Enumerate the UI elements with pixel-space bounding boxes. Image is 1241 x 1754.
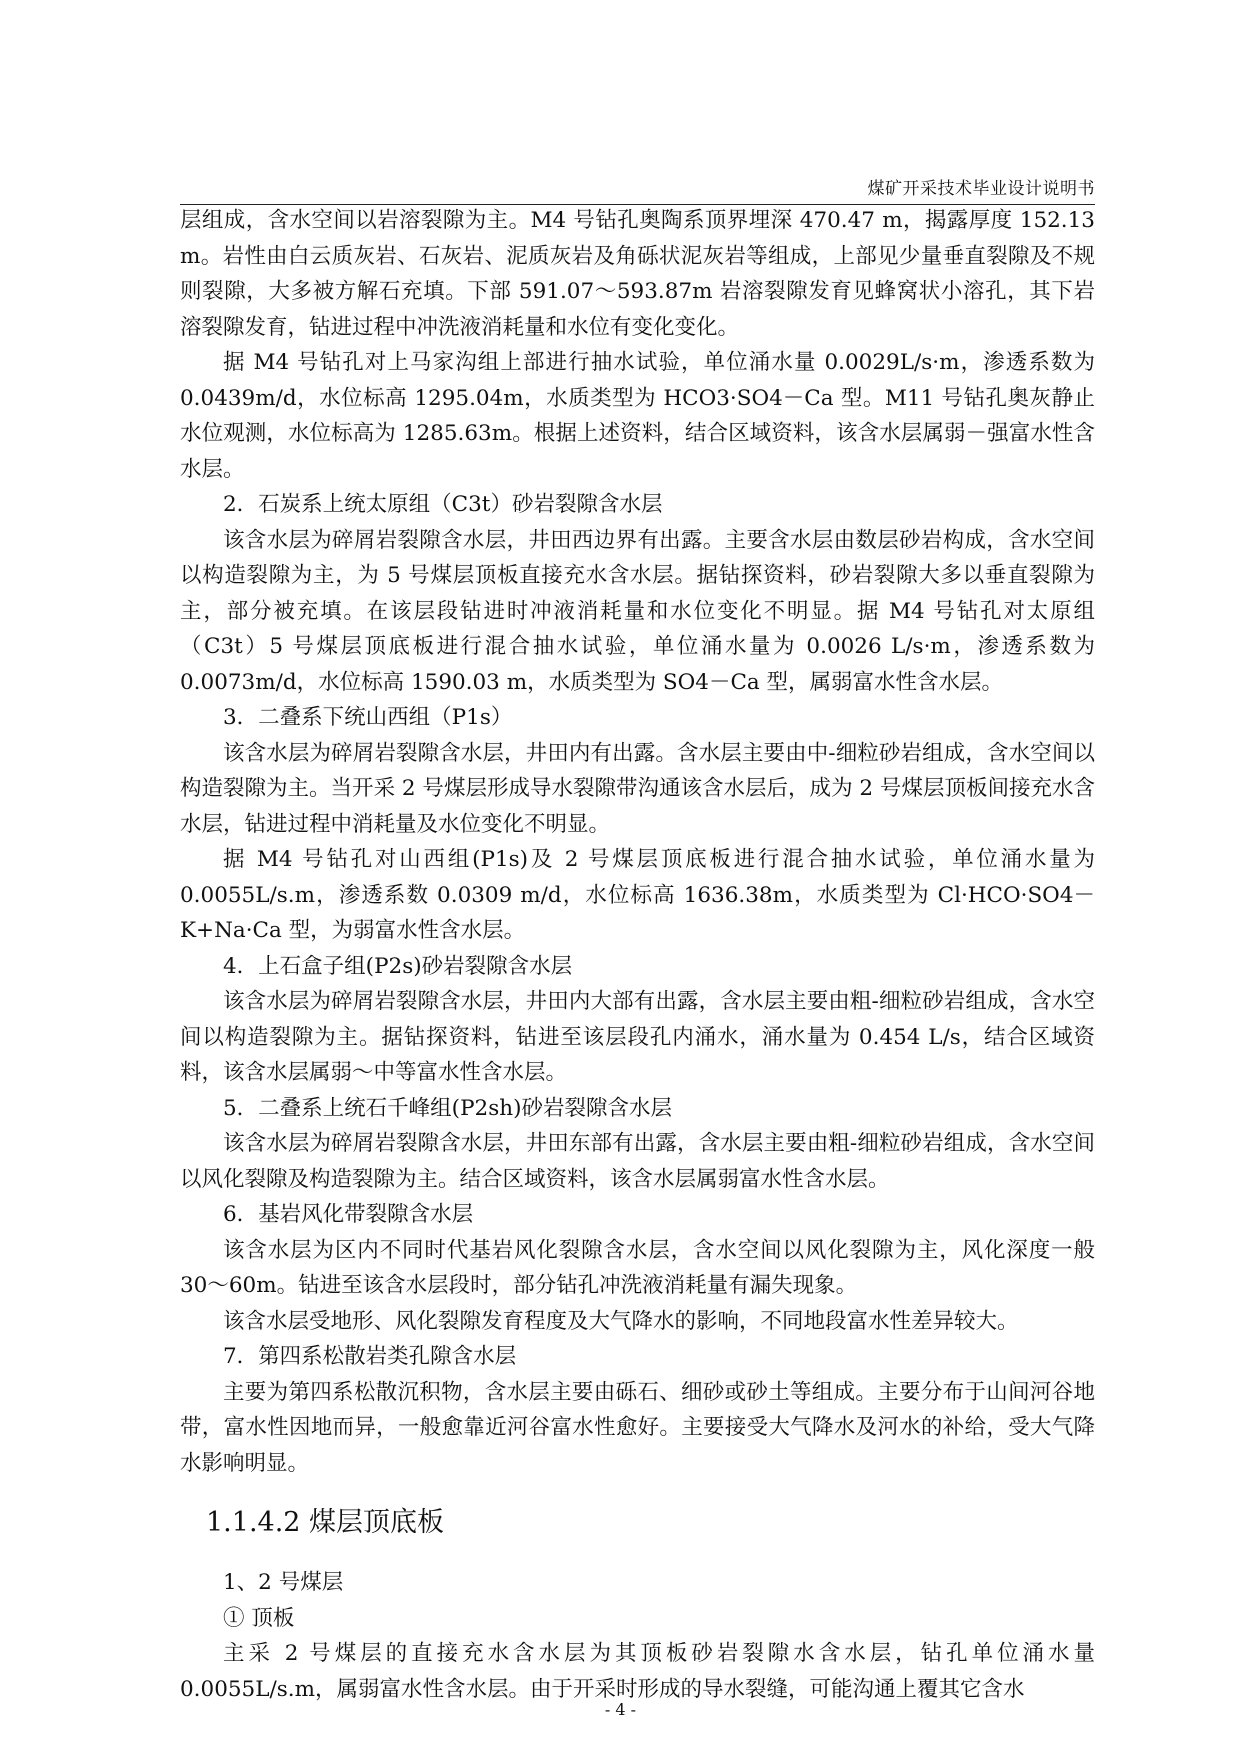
subheading: 7．第四系松散岩类孔隙含水层 (223, 1344, 517, 1369)
page-header (180, 174, 1095, 205)
paragraph: 该含水层为碎屑岩裂隙含水层，井田东部有出露，含水层主要由粗-细粒砂岩组成，含水空间以风化裂隙及构造裂隙为主。结合区域资料，该含水层属弱富水性含水层。 (180, 1131, 1095, 1192)
paragraph: 层组成，含水空间以岩溶裂隙为主。M4 号钻孔奥陶系顶界埋深 470.47 m，揭露厚度 152.13 m。岩性由白云质灰岩、石灰岩、泥质灰岩及角砾状泥灰岩等组成，上部见少量垂直裂隙及不规则裂隙，大多被方解石充填。下部 591.07～593.87m 岩溶裂隙发育见蜂窝状小溶孔，其下岩溶裂隙发育，钻进过程中冲洗液消耗量和水位有变化变化。 (180, 208, 1095, 340)
paragraph: 主采 2 号煤层的直接充水含水层为其顶板砂岩裂隙水含水层，钻孔单位涌水量 0.0055L/s.m，属弱富水性含水层。由于开采时形成的导水裂缝，可能沟通上覆其它含水 (180, 1641, 1095, 1702)
paragraph: 该含水层为区内不同时代基岩风化裂隙含水层，含水空间以风化裂隙为主，风化深度一般 30～60m。钻进至该含水层段时，部分钻孔冲洗液消耗量有漏失现象。 (180, 1237, 1095, 1298)
subheading: 2．石炭系上统太原组（C3t）砂岩裂隙含水层 (223, 492, 663, 517)
subheading: ① 顶板 (223, 1605, 295, 1631)
page-number: - 4 - (604, 1700, 637, 1719)
header-title: 煤矿开采技术毕业设计说明书 (867, 179, 1095, 199)
paragraph: 该含水层受地形、风化裂隙发育程度及大气降水的影响，不同地段富水性差异较大。 (223, 1308, 1019, 1334)
section-title: 1.1.4.2 煤层顶底板 (206, 1507, 445, 1538)
subheading: 5．二叠系上统石千峰组(P2sh)砂岩裂隙含水层 (223, 1095, 672, 1121)
paragraph: 据 M4 号钻孔对山西组(P1s)及 2 号煤层顶底板进行混合抽水试验，单位涌水量为 0.0055L/s.m，渗透系数 0.0309 m/d，水位标高 1636.38m，水质类型为 Cl·HCO·SO4－K+Na·Ca 型，为弱富水性含水层。 (180, 847, 1095, 943)
document-body (180, 203, 1095, 1707)
paragraph: 主要为第四系松散沉积物，含水层主要由砾石、细砂或砂土等组成。主要分布于山间河谷地带，富水性因地而异，一般愈靠近河谷富水性愈好。主要接受大气降水及河水的补给，受大气降水影响明显。 (180, 1379, 1095, 1476)
subheading: 4．上石盒子组(P2s)砂岩裂隙含水层 (223, 953, 573, 979)
paragraph: 该含水层为碎屑岩裂隙含水层，井田内大部有出露，含水层主要由粗-细粒砂岩组成，含水空间以构造裂隙为主。据钻探资料，钻进至该层段孔内涌水，涌水量为 0.454 L/s，结合区域资料，该含水层属弱～中等富水性含水层。 (180, 989, 1095, 1085)
subheading: 3．二叠系下统山西组（P1s） (223, 705, 513, 730)
paragraph: 该含水层为碎屑岩裂隙含水层，井田内有出露。含水层主要由中-细粒砂岩组成，含水空间以构造裂隙为主。当开采 2 号煤层形成导水裂隙带沟通该含水层后，成为 2 号煤层顶板间接充水含水层，钻进过程中消耗量及水位变化不明显。 (180, 740, 1095, 837)
paragraph: 据 M4 号钻孔对上马家沟组上部进行抽水试验，单位涌水量 0.0029L/s·m，渗透系数为 0.0439m/d，水位标高 1295.04m，水质类型为 HCO3·SO4－Ca 型。M11 号钻孔奥灰静止水位观测，水位标高为 1285.63m。根据上述资料，结合区域资料，该含水层属弱－强富水性含水层。 (180, 350, 1095, 482)
paragraph: 该含水层为碎屑岩裂隙含水层，井田西边界有出露。主要含水层由数层砂岩构成，含水空间以构造裂隙为主，为 5 号煤层顶板直接充水含水层。据钻探资料，砂岩裂隙大多以垂直裂隙为主，部分被充填。在该层段钻进时冲液消耗量和水位变化不明显。据 M4 号钻孔对太原组（C3t）5 号煤层顶底板进行混合抽水试验，单位涌水量为 0.0026 L/s·m，渗透系数为 0.0073m/d，水位标高 1590.03 m，水质类型为 SO4－Ca 型，属弱富水性含水层。 (180, 527, 1095, 695)
subheading: 1、2 号煤层 (223, 1570, 344, 1595)
subheading: 6．基岩风化带裂隙含水层 (223, 1202, 474, 1227)
